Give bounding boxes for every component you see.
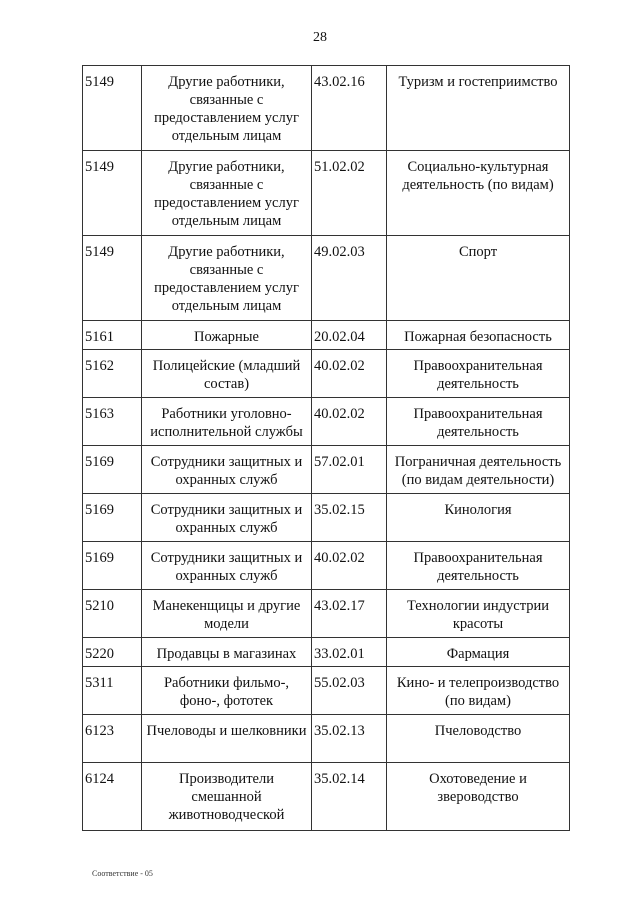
- table-row: [83, 763, 570, 831]
- specialty-code-cell: 49.02.03: [312, 236, 387, 321]
- specialty-code-cell: 40.02.02: [312, 398, 387, 446]
- specialty-code-cell: 55.02.03: [312, 667, 387, 715]
- table-row: [83, 350, 570, 398]
- occupation-name-cell: Работники фильмо-, фоно-, фототек: [142, 667, 312, 715]
- occupation-code-cell: 5169: [83, 542, 142, 590]
- occupation-code-cell: 5163: [83, 398, 142, 446]
- table-row: [83, 446, 570, 494]
- occupation-code-cell: 5149: [83, 66, 142, 151]
- specialty-name-cell: Пограничная деятельность (по видам деятельности): [387, 446, 570, 494]
- specialty-name-cell: Охотоведение и звероводство: [387, 763, 570, 831]
- occupation-name-cell: Работники уголовно-исполнительной службы: [142, 398, 312, 446]
- table-row: [83, 321, 570, 350]
- table-row: [83, 151, 570, 236]
- specialty-name-cell: Пожарная безопасность: [387, 321, 570, 350]
- table-row: [83, 236, 570, 321]
- table-row: [83, 638, 570, 667]
- table-row: [83, 494, 570, 542]
- occupation-code-cell: 5149: [83, 236, 142, 321]
- specialty-name-cell: Пчеловодство: [387, 715, 570, 763]
- specialty-name-cell: Правоохранительная деятельность: [387, 542, 570, 590]
- specialty-name-cell: Социально-культурная деятельность (по видам): [387, 151, 570, 236]
- specialty-name-cell: Туризм и гостеприимство: [387, 66, 570, 151]
- footer-note: Соответствие - 05: [92, 869, 153, 878]
- occupation-code-cell: 5149: [83, 151, 142, 236]
- specialty-code-cell: 40.02.02: [312, 542, 387, 590]
- specialty-name-cell: Фармация: [387, 638, 570, 667]
- occupation-code-cell: 5220: [83, 638, 142, 667]
- specialty-code-cell: 35.02.15: [312, 494, 387, 542]
- occupation-code-cell: 5161: [83, 321, 142, 350]
- specialty-code-cell: 51.02.02: [312, 151, 387, 236]
- occupation-code-cell: 5169: [83, 494, 142, 542]
- table-row: [83, 715, 570, 763]
- occupation-name-cell: Другие работники, связанные с предоставлением услуг отдельным лицам: [142, 66, 312, 151]
- occupation-name-cell: Пожарные: [142, 321, 312, 350]
- specialty-name-cell: Кино- и телепроизводство (по видам): [387, 667, 570, 715]
- table-row: [83, 542, 570, 590]
- specialty-code-cell: 33.02.01: [312, 638, 387, 667]
- table-row: [83, 66, 570, 151]
- specialty-name-cell: Спорт: [387, 236, 570, 321]
- occupation-name-cell: Другие работники, связанные с предоставлением услуг отдельным лицам: [142, 236, 312, 321]
- specialty-code-cell: 35.02.13: [312, 715, 387, 763]
- occupation-name-cell: Полицейские (младший состав): [142, 350, 312, 398]
- specialty-name-cell: Правоохранительная деятельность: [387, 398, 570, 446]
- occupation-name-cell: Сотрудники защитных и охранных служб: [142, 542, 312, 590]
- table-row: [83, 398, 570, 446]
- occupation-code-cell: 5210: [83, 590, 142, 638]
- occupations-table: [82, 65, 570, 831]
- occupation-name-cell: Манекенщицы и другие модели: [142, 590, 312, 638]
- occupation-code-cell: 5311: [83, 667, 142, 715]
- page-number: 28: [313, 30, 327, 45]
- occupation-code-cell: 5162: [83, 350, 142, 398]
- specialty-name-cell: Кинология: [387, 494, 570, 542]
- occupation-name-cell: Производители смешанной животноводческой: [142, 763, 312, 831]
- occupation-code-cell: 5169: [83, 446, 142, 494]
- specialty-code-cell: 43.02.16: [312, 66, 387, 151]
- occupation-code-cell: 6124: [83, 763, 142, 831]
- table-row: [83, 667, 570, 715]
- occupation-name-cell: Сотрудники защитных и охранных служб: [142, 446, 312, 494]
- occupation-code-cell: 6123: [83, 715, 142, 763]
- specialty-name-cell: Технологии индустрии красоты: [387, 590, 570, 638]
- occupation-name-cell: Другие работники, связанные с предоставлением услуг отдельным лицам: [142, 151, 312, 236]
- specialty-code-cell: 40.02.02: [312, 350, 387, 398]
- specialty-code-cell: 57.02.01: [312, 446, 387, 494]
- specialty-name-cell: Правоохранительная деятельность: [387, 350, 570, 398]
- specialty-code-cell: 35.02.14: [312, 763, 387, 831]
- occupation-name-cell: Продавцы в магазинах: [142, 638, 312, 667]
- occupation-name-cell: Сотрудники защитных и охранных служб: [142, 494, 312, 542]
- specialty-code-cell: 43.02.17: [312, 590, 387, 638]
- specialty-code-cell: 20.02.04: [312, 321, 387, 350]
- occupation-name-cell: Пчеловоды и шелковники: [142, 715, 312, 763]
- table-row: [83, 590, 570, 638]
